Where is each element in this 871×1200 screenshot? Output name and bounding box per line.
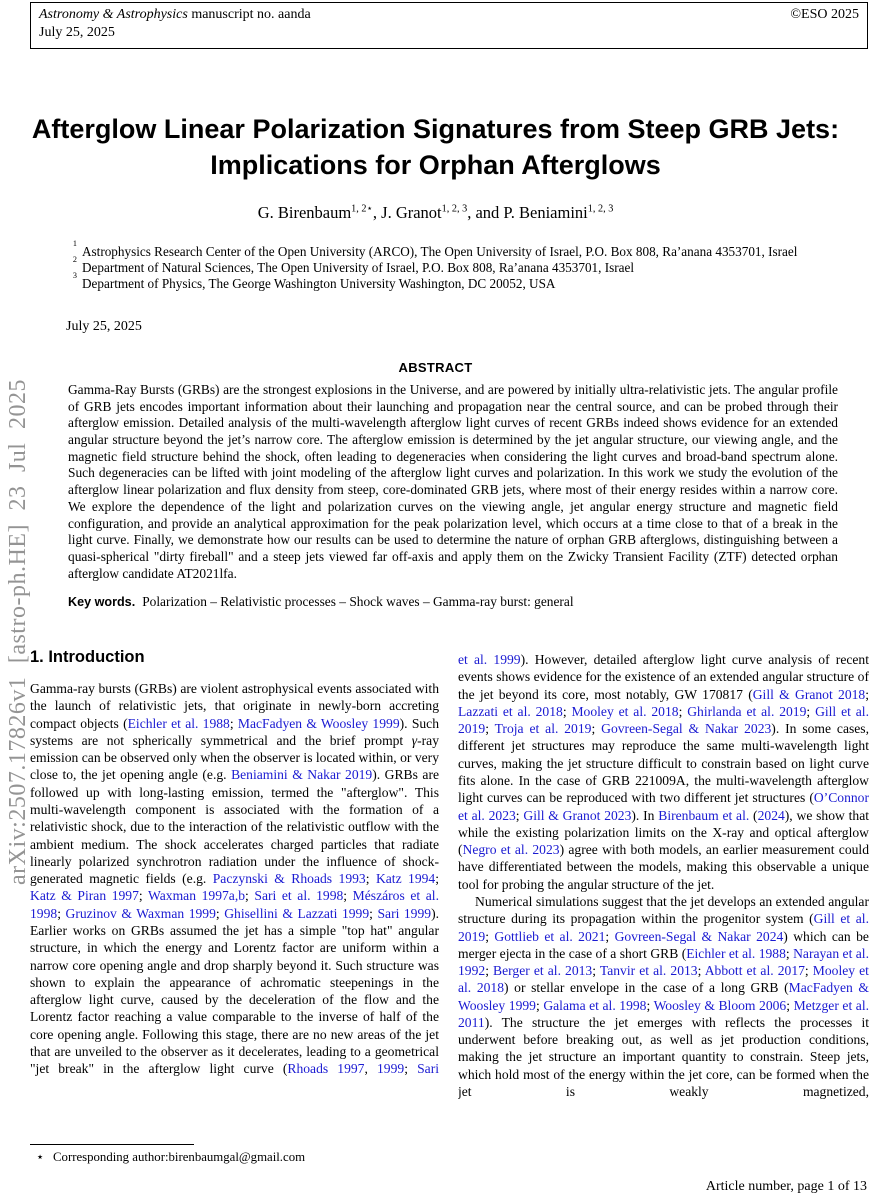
manuscript-id (39, 6, 311, 24)
keywords-text: Polarization – Relativistic processes – Shock waves – Gamma-ray burst: general (142, 594, 574, 609)
citation-link[interactable]: Sari 1999 (377, 905, 432, 921)
text-segment: ), we show that while the existing polarization limits on the X-ray and optical afterglow ( (458, 807, 869, 858)
text-segment: ; (535, 997, 544, 1013)
affiliation-item (66, 239, 838, 260)
affiliation-text: Astrophysics Research Center of the Open University (ARCO), The Open University of Israel, P.O. Box 808, Ra’anana 4353701, Israel (82, 244, 798, 259)
arxiv-stamp[interactable]: arXiv:2507.17826v1 [astro-ph.HE] 23 Jul 2025 (5, 379, 31, 885)
text-segment: ). Earlier works on GRBs assumed the jet has a simple "top hat" angular structure, in which the energy and Lorentz factor are uniform within a narrow core opening angle and drop sharply beyond it. Such structure was shown to explain the appearance of achromatic steepenings in the afterglow light curve, caused by the deceleration of the flow and the Lorentz factor reaching a value comparable to the inverse of half of the core opening angle. Following this stage, there are no new areas of the jet that are unveiled to the observer as it decelerates, leading to a geometrical "jet break" in the afterglow light curve ( (30, 905, 439, 1077)
citation-link[interactable]: Gill et al. 2019 (458, 703, 869, 737)
citation-link[interactable]: Troja et al. 2019 (494, 721, 592, 737)
text-segment: ; (591, 721, 602, 737)
text-segment: ; (245, 888, 255, 904)
text-segment: ; (57, 905, 66, 921)
text-segment: , (364, 1061, 377, 1077)
paper-title (20, 112, 851, 184)
citation-link[interactable]: Lazzati et al. 2018 (458, 703, 563, 719)
text-segment: manuscript no. aanda (187, 7, 311, 22)
citation-link[interactable]: Ghisellini & Lazzati 1999 (224, 905, 370, 921)
text-segment: Astronomy & Astrophysics (39, 7, 188, 22)
text-segment: ; (404, 1061, 418, 1077)
title-line-2: Implications for Orphan Afterglows (210, 149, 661, 180)
text-segment: 1, 2, 3 (441, 203, 468, 215)
text-segment: ). GRBs are followed up with long-lasting emission, termed the "afterglow". This multi-wavelength component is associated with the formation of a relativistic shock, due to the interaction of the relativistic outflow with the ambient medium. The shock accelerates charged particles that radiate linearly polarized synchrotron radiation under the influence of shock-generated magnetic fields (e.g. (30, 767, 439, 887)
citation-link[interactable]: Birenbaum et al. (658, 807, 750, 823)
citation-link[interactable]: 1999 (377, 1061, 405, 1077)
citation-link[interactable]: MacFadyen & Woosley 1999 (458, 980, 869, 1013)
text-segment: ). In (631, 807, 659, 823)
manuscript-header-left (39, 6, 311, 43)
text-segment: ; (365, 871, 376, 887)
text-segment: , and P. Beniamini (467, 203, 588, 222)
text-segment: ) or stellar envelope in the case of a long GRB ( (504, 980, 789, 996)
column-right (458, 648, 869, 1159)
citation-link[interactable]: Gill & Granot 2023 (523, 807, 632, 823)
citation-link[interactable]: et al. 1999 (458, 652, 521, 667)
keywords-label: Key words. (68, 595, 136, 609)
affiliation-number: 2 (72, 255, 77, 265)
intro-paragraph-1 (30, 680, 439, 1077)
citation-link[interactable]: Katz 1994 (375, 871, 436, 887)
citation-link[interactable]: Waxman 1997a,b (148, 888, 246, 904)
citation-link[interactable]: Govreen-Segal & Nakar 2023 (601, 721, 772, 737)
text-segment: Gamma-ray bursts (GRBs) are violent astrophysical events associated with the launch of relativistic jets, that originate in newly-born accreting compact objects ( (30, 681, 439, 731)
text-segment: 1, 2, 3 (587, 203, 614, 215)
text-segment: Numerical simulations suggest that the jet develops an extended angular structure during its propagation within the progenitor system ( (458, 893, 869, 927)
text-segment: ; (678, 703, 688, 719)
text-segment: ; (343, 888, 353, 904)
text-segment: ( (749, 807, 758, 823)
text-segment: ; (785, 945, 794, 961)
title-line-1: Afterglow Linear Polarization Signatures from Steep GRB Jets: (31, 114, 840, 144)
affiliation-number: 1 (72, 239, 77, 248)
citation-link[interactable]: Gill et al. 2019 (458, 911, 869, 944)
text-segment: ; (804, 963, 813, 979)
eso-copyright: ©ESO 2025 (790, 7, 859, 22)
footnote-star-marker: ⋆ (36, 1150, 45, 1164)
column-left (30, 648, 439, 1140)
text-segment: ; (485, 928, 495, 944)
affiliation-number: 3 (72, 271, 77, 281)
text-segment: , J. Granot (372, 203, 442, 222)
text-segment: γ (411, 732, 418, 748)
text-segment: ; (435, 871, 439, 887)
affiliation-list (66, 239, 838, 292)
citation-link[interactable]: Berger et al. 2013 (493, 963, 593, 979)
citation-link[interactable]: Katz & Piran 1997 (30, 888, 139, 904)
text-segment: ; (806, 703, 816, 719)
text-segment: ; (485, 721, 495, 737)
citation-link[interactable]: Mooley et al. 2018 (458, 963, 869, 996)
text-segment: ; (562, 703, 572, 719)
citation-link[interactable]: Abbott et al. 2017 (704, 963, 805, 979)
text-segment: 1, 2⋆ (351, 203, 373, 215)
text-segment: ). However, detailed afterglow light curve analysis of recent events shows evidence for the existence of an extended angular structure of the jet beyond its core, most notably, GW 170817 ( (458, 652, 869, 702)
citation-link[interactable]: Eichler et al. 1988 (127, 715, 230, 731)
citation-link[interactable]: Woosley & Bloom 2006 (653, 997, 787, 1013)
citation-link[interactable]: Ghirlanda et al. 2019 (687, 703, 807, 719)
citation-link[interactable]: Mészáros et al. 1998 (30, 888, 439, 921)
citation-link[interactable]: Narayan et al. 1992 (458, 945, 869, 979)
author-line (0, 203, 871, 223)
abstract-text: Gamma-Ray Bursts (GRBs) are the strongest explosions in the Universe, and are powered by initially ultra-relativistic jets. The angular profile of GRB jets encodes important information about their launching and propagation near the central source, and can be probed through their afterglow emission. Detailed analysis of the multi-wavelength afterglow light curves of recent GRBs indeed shows evidence for an extended angular structure beyond the jet’s narrow core. The afterglow emission is determined by the jet angular structure, our viewing angle, and the magnetic field structure behind the shock, often leading to degeneracies when considering the light curves and broad-band spectrum alone. Such degeneracies can be lifted with joint modeling of the afterglow light curves and polarization. In this work we study the evolution of the afterglow linear polarization and flux density from steep, core-dominated GRB jets, where most of their energy resides within a narrow core. We explore the dependence of the light and polarization curves on the viewing angle, jet angular energy structure and magnetic field configuration, and provide an analytical approximation for the peak polarization level, which occurs at a time close to that of a break in the light curve. Finally, we demonstrate how our results can be used to determine the nature of orphan GRB afterglows, distinguishing between a quasi-spherical "dirty fireball" and a steep jets viewed far off-axis and apply them on the Zwicky Transient Facility (ZTF) detected orphan afterglow candidate AT2021lfa. (68, 382, 838, 581)
citation-link[interactable]: Tanvir et al. 2013 (599, 963, 698, 979)
text-segment: ) which can be merger ejecta in the case of a short GRB ( (458, 928, 869, 961)
citation-link[interactable]: Paczynski & Rhoads 1993 (212, 871, 366, 887)
submission-date: July 25, 2025 (66, 319, 142, 334)
page-number: Article number, page 1 of 13 (705, 1179, 867, 1194)
citation-link[interactable]: Sari (417, 1061, 439, 1077)
text-segment: ; (138, 888, 149, 904)
manuscript-header (30, 2, 868, 49)
citation-link[interactable]: Galama et al. 1998 (543, 997, 647, 1013)
text-segment: ). Such systems are not spherically symmetrical and the brief prompt (30, 715, 439, 748)
intro-paragraph-2 (458, 893, 869, 1100)
text-segment: ; (369, 905, 378, 921)
citation-link[interactable]: MacFadyen & Woosley 1999 (237, 715, 400, 731)
affiliation-item (66, 255, 838, 276)
text-segment: ; (605, 928, 615, 944)
citation-link[interactable]: Metzger et al. 2011 (458, 997, 869, 1030)
citation-link[interactable]: Beniamini & Nakar 2019 (231, 767, 373, 783)
text-segment: ). The structure the jet emerges with reflects the processes it underwent before breaking out, as well as jet production conditions, making the jet structure an important quantity to constrain. Steep jets, which hold most of the energy within the jet core, can be formed when the jet is weakly magnetized, (458, 1014, 869, 1100)
corresponding-author-note (30, 1149, 439, 1166)
citation-link[interactable]: Gottlieb et al. 2021 (494, 928, 606, 944)
abstract-heading: ABSTRACT (398, 360, 473, 375)
text-segment: ; (786, 997, 794, 1013)
citation-link[interactable]: Eichler et al. 1988 (686, 945, 786, 961)
citation-link[interactable]: Mooley et al. 2018 (571, 703, 679, 719)
text-segment: ) agree with both models, an earlier measurement could have differentiated between the models, making this observable a unique tool for probing the angular structure of the jet. (458, 842, 869, 892)
text-segment: -ray emission can be observed only when the observer is located within, or very close to, the jet opening angle (e.g. (30, 732, 439, 783)
text-segment: ; (592, 963, 600, 979)
text-segment: ; (646, 997, 654, 1013)
citation-link[interactable]: Gruzinov & Waxman 1999 (65, 905, 216, 921)
text-segment: ). In some cases, different jet structures may reproduce the same multi-wavelength light curves, making the jet structure difficult to constrain based on light curve fits alone. In the case of GRB 221009A, the multi-wavelength afterglow light curves can be reproduced with two different jet structures ( (458, 721, 869, 806)
text-segment: G. Birenbaum (257, 203, 352, 222)
citation-link[interactable]: Rhoads 1997 (287, 1061, 365, 1077)
citation-link[interactable]: Sari et al. 1998 (254, 888, 344, 904)
section-heading-introduction: 1. Introduction (30, 648, 145, 666)
citation-link[interactable]: Negro et al. 2023 (462, 842, 560, 858)
citation-link[interactable]: Govreen-Segal & Nakar 2024 (614, 928, 784, 944)
citation-link[interactable]: 2024 (757, 807, 785, 823)
intro-paragraph-1-continued (458, 651, 869, 893)
footnote-rule (30, 1144, 194, 1145)
affiliation-text: Department of Natural Sciences, The Open University of Israel, P.O. Box 808, Ra’anana 4353701, Israel (82, 260, 635, 276)
affiliation-item (66, 271, 838, 292)
corresponding-author-email[interactable]: Corresponding author:birenbaumgal@gmail.com (53, 1150, 306, 1164)
text-segment: ; (697, 963, 705, 979)
footnote (30, 1144, 439, 1166)
citation-link[interactable]: Gill & Granot 2018 (752, 686, 866, 702)
text-segment: ; (515, 807, 524, 823)
citation-link[interactable]: O’Connor et al. 2023 (458, 790, 869, 823)
manuscript-date: July 25, 2025 (39, 25, 115, 41)
text-segment: ; (229, 715, 238, 731)
text-segment: ; (485, 963, 494, 979)
keywords-line (68, 594, 838, 610)
text-segment: ; (865, 686, 869, 702)
text-segment: ; (215, 905, 225, 921)
affiliation-text: Department of Physics, The George Washington University Washington, DC 20052, USA (82, 276, 556, 292)
